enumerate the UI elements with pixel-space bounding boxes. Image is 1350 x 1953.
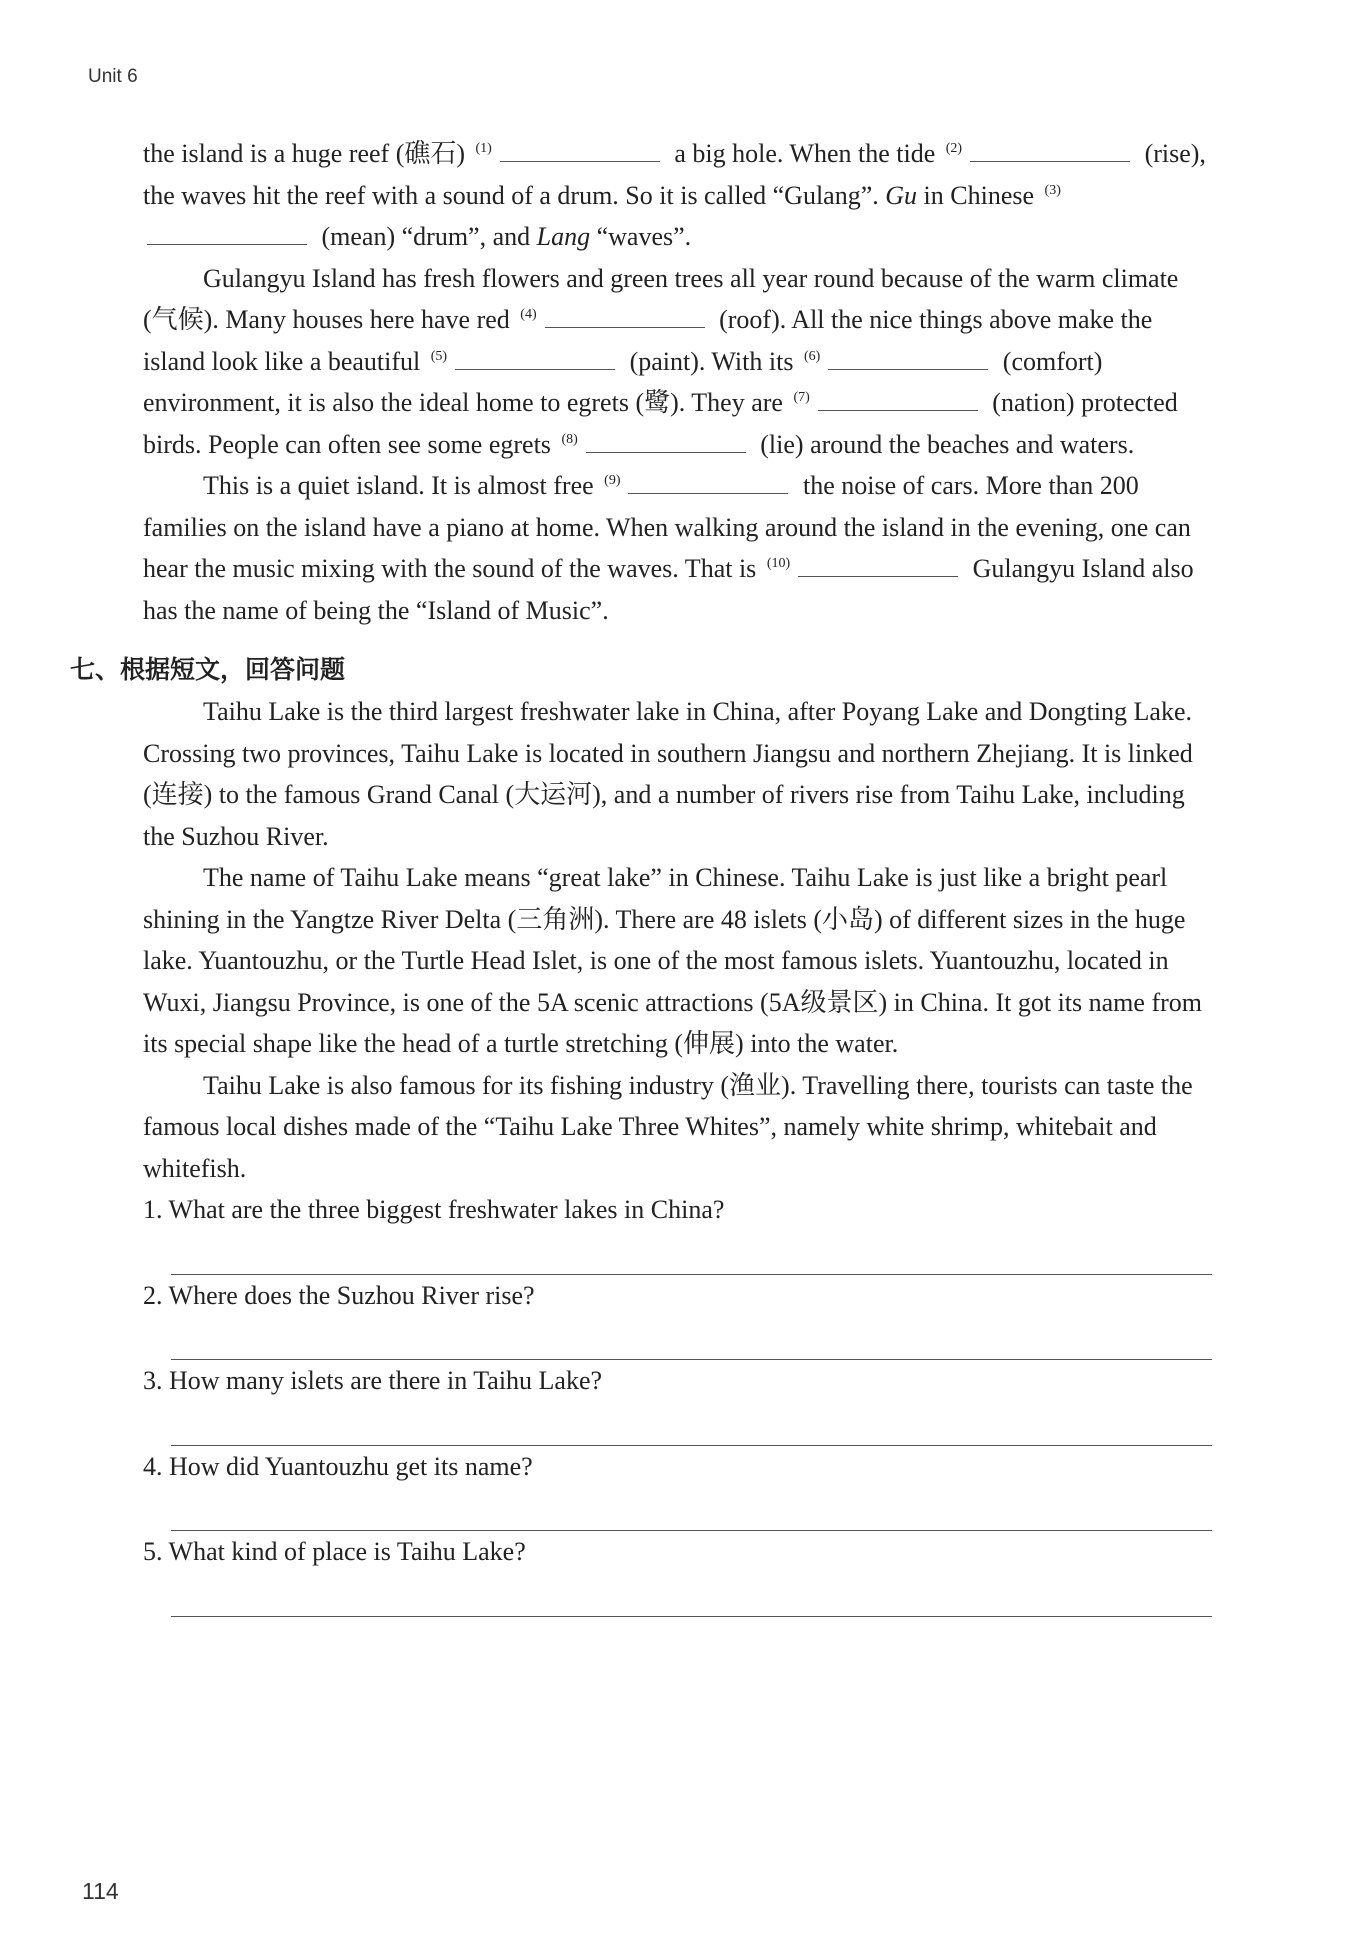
blank-3[interactable] (147, 222, 307, 245)
passage-paragraph-1: the island is a huge reef (礁石) $^{(1)}$ a big hole. When the tide $^{(2)}$ (rise), the waves hit the reef with a sound of a drum. So it is called “Gulang”. Gu in Chinese $^{(3)}$ (mean) “drum”, and Lang “waves”. (143, 139, 1206, 251)
passage-paragraph-3: This is a quiet island. It is almost free $^{(9)}$ the noise of cars. More than 200 families on the island have a piano at home. When walking around the island in the evening, one can hear the music mixing with the sound of the waves. That is $^{(10)}$ Gulangyu Island also has the name of being the “Island of Music”. (143, 471, 1194, 625)
blank-number: (2) (945, 141, 963, 157)
reading-paragraph-2: The name of Taihu Lake means “great lake” in Chinese. Taihu Lake is just like a bright pearl shining in the Yangtze River Delta (三角洲). There are 48 islets (小岛) of different sizes in the huge lake. Yuantouzhu, or the Turtle Head Islet, is one of the most famous islets. Yuantouzhu, located in Wuxi, Jiangsu Province, is one of the 5A scenic attractions (5A级景区) in China. It got its name from its special shape like the head of a turtle stretching (伸展) into the water. (143, 863, 1202, 1058)
blank-number: (7) (793, 390, 810, 406)
answer-line-5[interactable] (171, 1573, 1212, 1617)
blank-number: (10) (766, 556, 791, 572)
passage-paragraph-2: Gulangyu Island has fresh flowers and green trees all year round because of the warm climate (气候). Many houses here have red $^{(4)}$ (roof). All the nice things above make the island look like a beautiful $^{(5)}$ (paint). With its $^{(6)}$ (comfort) environment, it is also the ideal home to egrets (鹭). They are $^{(7)}$ (nation) protected birds. People can often see some egrets $^{(8)}$ (lie) around the beaches and waters. (143, 263, 1179, 459)
answer-line-4[interactable] (171, 1487, 1212, 1531)
answer-line-3[interactable] (171, 1402, 1212, 1446)
blank-number: (1) (475, 141, 492, 157)
question-item (143, 1360, 1215, 1446)
question-item (143, 1189, 1215, 1275)
page-number: 114 (82, 1878, 119, 1904)
question-item (143, 1446, 1215, 1532)
question-item (143, 1531, 1215, 1617)
blank-number: (8) (561, 431, 578, 447)
blank-number: (9) (604, 473, 621, 489)
blank-number: (3) (1044, 182, 1061, 198)
blank-7[interactable] (818, 388, 978, 411)
blank-1[interactable] (500, 139, 660, 162)
running-head: Unit 6 (88, 66, 138, 87)
blank-6[interactable] (828, 347, 988, 370)
question-item (143, 1275, 1215, 1361)
section-title: 七、根据短文，回答问题 (70, 655, 346, 684)
question-text: 3. How many islets are there in Taihu Lake? (143, 1366, 603, 1395)
gulangyu-passage (143, 133, 1215, 631)
blank-number: (6) (803, 348, 821, 364)
answer-line-2[interactable] (171, 1316, 1212, 1360)
blank-number: (4) (520, 307, 537, 323)
reading-paragraph-3: Taihu Lake is also famous for its fishing industry (渔业). Travelling there, tourists can taste the famous local dishes made of the “Taihu Lake Three Whites”, namely white shrimp, whitebait and whitefish. (143, 1070, 1193, 1183)
reading-paragraph-1: Taihu Lake is the third largest freshwater lake in China, after Poyang Lake and Dongting Lake. Crossing two provinces, Taihu Lake is located in southern Jiangsu and northern Zhejiang. It is linked (连接) to the famous Grand Canal (大运河), and a number of rivers rise from Taihu Lake, including the Suzhou River. (143, 697, 1193, 851)
blank-9[interactable] (628, 471, 788, 494)
blank-10[interactable] (798, 554, 958, 577)
question-text: 2. Where does the Suzhou River rise? (143, 1280, 535, 1310)
blank-number: (5) (430, 348, 448, 364)
blank-2[interactable] (970, 139, 1130, 162)
question-text: 1. What are the three biggest freshwater lakes in China? (143, 1195, 725, 1224)
question-text: 4. How did Yuantouzhu get its name? (143, 1451, 533, 1481)
blank-5[interactable] (455, 347, 615, 370)
blank-8[interactable] (586, 430, 746, 453)
answer-line-1[interactable] (171, 1231, 1212, 1275)
question-text: 5. What kind of place is Taihu Lake? (143, 1537, 526, 1566)
page-content (70, 133, 1215, 1617)
blank-4[interactable] (545, 305, 705, 328)
